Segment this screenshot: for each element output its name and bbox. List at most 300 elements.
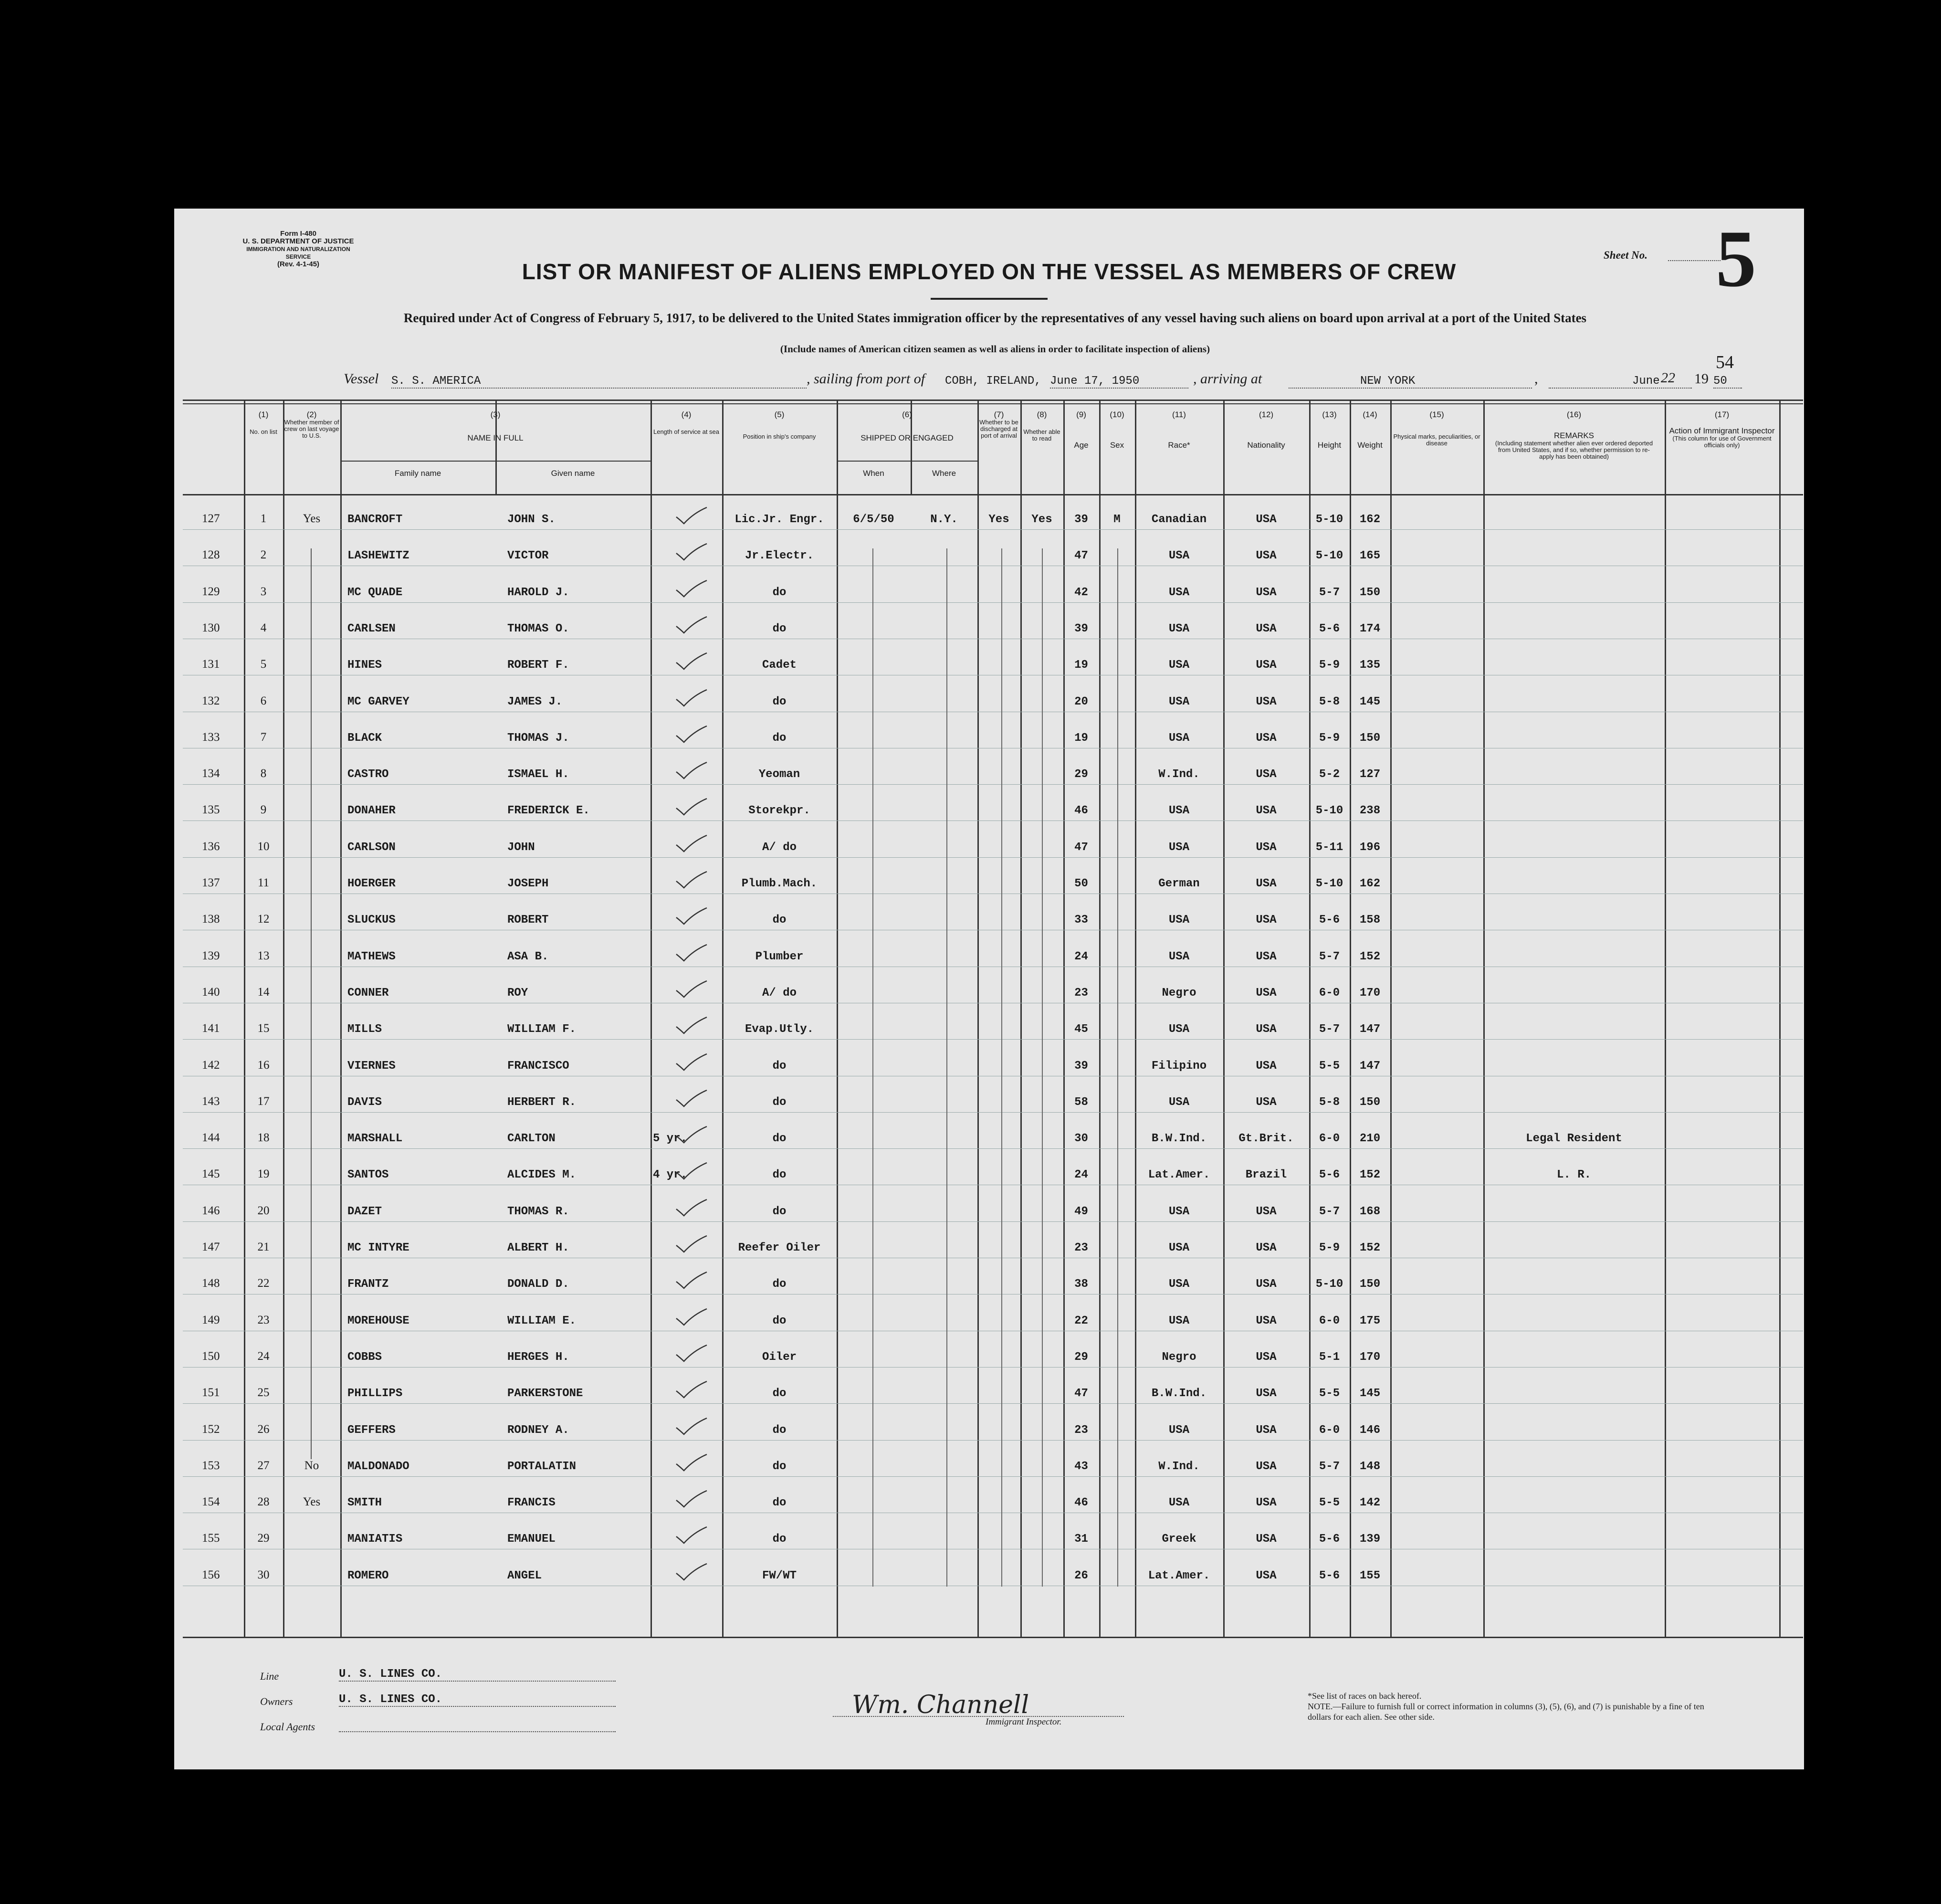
position: Cadet — [762, 659, 797, 672]
col4-header: Length of service at sea — [653, 428, 720, 435]
given-name: WILLIAM E. — [507, 1315, 577, 1327]
arrival-year-prefix: 19 — [1694, 371, 1709, 387]
arrival-year: 50 — [1713, 375, 1742, 389]
weight: 152 — [1359, 1241, 1381, 1254]
col11-header: Race* — [1168, 441, 1190, 450]
sequence-number: 133 — [202, 731, 220, 744]
remarks: L. R. — [1556, 1168, 1591, 1181]
race: USA — [1168, 804, 1190, 817]
weight: 147 — [1359, 1060, 1381, 1073]
ditto-line — [1001, 548, 1002, 1587]
nationality: USA — [1256, 914, 1277, 926]
line-value: U. S. LINES CO. — [339, 1668, 616, 1682]
row-number: 11 — [257, 876, 270, 889]
age: 58 — [1074, 1096, 1088, 1109]
given-name: JOSEPH — [507, 877, 549, 890]
family-name: MILLS — [347, 1023, 382, 1036]
col16-header: REMARKS — [1553, 431, 1595, 440]
row-number: 25 — [257, 1386, 270, 1399]
family-name: CARLSEN — [347, 622, 396, 635]
family-name: SLUCKUS — [347, 914, 396, 926]
family-name-header: Family name — [394, 469, 441, 478]
check-mark-icon — [674, 761, 708, 780]
table-top-rule — [183, 400, 1803, 401]
check-mark-icon — [674, 798, 708, 817]
position: do — [772, 1533, 787, 1546]
row-number: 14 — [257, 986, 270, 999]
position: Jr.Electr. — [745, 549, 814, 562]
race: German — [1158, 877, 1200, 890]
height: 5-7 — [1319, 1205, 1340, 1218]
age: 26 — [1074, 1569, 1088, 1582]
sequence-number: 134 — [202, 767, 220, 780]
family-name: PHILLIPS — [347, 1387, 403, 1400]
nationality: USA — [1256, 586, 1277, 599]
check-mark-icon — [674, 1308, 708, 1327]
form-dept: U. S. DEPARTMENT OF JUSTICE — [242, 237, 354, 245]
weight: 155 — [1359, 1569, 1381, 1582]
ditto-line — [1117, 548, 1118, 1587]
col3-header: NAME IN FULL — [467, 433, 524, 442]
weight: 175 — [1359, 1315, 1381, 1327]
age: 45 — [1074, 1023, 1088, 1036]
height: 5-6 — [1319, 1569, 1340, 1582]
arrival-port: NEW YORK — [1289, 375, 1532, 389]
given-name: HAROLD J. — [507, 586, 569, 599]
age: 22 — [1074, 1315, 1088, 1327]
age: 23 — [1074, 987, 1088, 999]
row-rule — [183, 602, 1803, 603]
nationality: USA — [1256, 877, 1277, 890]
height: 5-7 — [1319, 1460, 1340, 1473]
row-number: 8 — [260, 767, 267, 780]
check-mark-icon — [674, 980, 708, 999]
col10-header: Sex — [1110, 441, 1124, 450]
shipped-subheader-rule — [837, 461, 977, 462]
row-rule — [183, 1221, 1803, 1222]
weight: 148 — [1359, 1460, 1381, 1473]
check-mark-icon — [674, 1344, 708, 1363]
page-subtitle: Required under Act of Congress of February 5, 1917, to be delivered to the United States immigration officer by the representatives of any vessel having such aliens on board upon arrival at a port of the United States — [403, 311, 1587, 325]
sequence-number: 146 — [202, 1204, 220, 1217]
given-name: THOMAS J. — [507, 732, 569, 745]
row-number: 13 — [257, 949, 270, 962]
check-mark-icon — [674, 1235, 708, 1254]
position: do — [772, 1278, 787, 1291]
nationality: Gt.Brit. — [1238, 1132, 1294, 1145]
nationality: USA — [1256, 622, 1277, 635]
height: 5-7 — [1319, 1023, 1340, 1036]
col16-num: (16) — [1566, 410, 1582, 419]
col15-header: Physical marks, peculiarities, or disease — [1393, 433, 1480, 447]
given-name: THOMAS O. — [507, 622, 569, 635]
given-name: FREDERICK E. — [507, 804, 590, 817]
height: 6-0 — [1319, 987, 1340, 999]
ditto-line — [1042, 548, 1043, 1587]
weight: 162 — [1359, 877, 1381, 890]
last-voyage: Yes — [303, 1495, 321, 1508]
check-mark-icon — [674, 907, 708, 926]
position: do — [772, 1096, 787, 1109]
nationality: USA — [1256, 1569, 1277, 1582]
page-mark: 54 — [1716, 352, 1734, 372]
position: A/ do — [762, 987, 797, 999]
age: 23 — [1074, 1241, 1088, 1254]
discharged: Yes — [988, 513, 1009, 526]
position: Evap.Utly. — [745, 1023, 814, 1036]
nationality: USA — [1256, 732, 1277, 745]
nationality: USA — [1256, 1460, 1277, 1473]
remarks: Legal Resident — [1526, 1132, 1622, 1145]
sequence-number: 137 — [202, 876, 220, 889]
race: USA — [1168, 1496, 1190, 1509]
inspector-label: Immigrant Inspector. — [986, 1717, 1062, 1727]
given-name: PORTALATIN — [507, 1460, 577, 1473]
family-name: MANIATIS — [347, 1533, 403, 1546]
nationality: USA — [1256, 1387, 1277, 1400]
race: W.Ind. — [1158, 1460, 1200, 1473]
position: do — [772, 1387, 787, 1400]
col4-num: (4) — [681, 410, 692, 419]
age: 24 — [1074, 950, 1088, 963]
inspector-signature: Wm. Channell — [852, 1691, 1029, 1719]
family-name: MC GARVEY — [347, 695, 409, 708]
family-name: ROMERO — [347, 1569, 389, 1582]
row-number: 4 — [260, 621, 267, 634]
race: USA — [1168, 695, 1190, 708]
family-name: DAVIS — [347, 1096, 382, 1109]
sequence-number: 142 — [202, 1059, 220, 1072]
position: do — [772, 732, 787, 745]
nationality: USA — [1256, 950, 1277, 963]
row-number: 15 — [257, 1022, 270, 1035]
height: 5-6 — [1319, 622, 1340, 635]
age: 33 — [1074, 914, 1088, 926]
nationality: USA — [1256, 659, 1277, 672]
weight: 168 — [1359, 1205, 1381, 1218]
row-number: 29 — [257, 1532, 270, 1545]
row-rule — [183, 1403, 1803, 1404]
row-number: 30 — [257, 1568, 270, 1581]
height: 5-6 — [1319, 1168, 1340, 1181]
col17-header: Action of Immigrant Inspector — [1669, 426, 1775, 435]
sequence-number: 152 — [202, 1423, 220, 1436]
height: 5-11 — [1315, 841, 1343, 854]
age: 19 — [1074, 659, 1088, 672]
vessel-label: Vessel — [344, 371, 379, 387]
ditto-line — [311, 548, 312, 1459]
agents-value — [339, 1731, 616, 1732]
check-mark-icon — [674, 1380, 708, 1399]
check-mark-icon — [674, 1089, 708, 1108]
family-name: MARSHALL — [347, 1132, 403, 1145]
race: B.W.Ind. — [1151, 1387, 1207, 1400]
position: Lic.Jr. Engr. — [734, 513, 824, 526]
weight: 139 — [1359, 1533, 1381, 1546]
family-name: COBBS — [347, 1351, 382, 1364]
owners-label: Owners — [260, 1695, 293, 1707]
given-name: FRANCIS — [507, 1496, 556, 1509]
given-name: ROBERT — [507, 914, 549, 926]
form-service: IMMIGRATION AND NATURALIZATION SERVICE — [246, 246, 350, 260]
weight: 147 — [1359, 1023, 1381, 1036]
row-number: 22 — [257, 1277, 270, 1290]
weight: 162 — [1359, 513, 1381, 526]
row-number: 21 — [257, 1241, 270, 1253]
weight: 158 — [1359, 914, 1381, 926]
sailing-label: , sailing from port of — [807, 371, 925, 387]
height: 5-5 — [1319, 1060, 1340, 1073]
family-name: CARLSON — [347, 841, 396, 854]
given-name-header: Given name — [551, 469, 595, 478]
col12-header: Nationality — [1247, 441, 1285, 450]
height: 5-10 — [1315, 549, 1343, 562]
sequence-number: 139 — [202, 949, 220, 962]
row-number: 24 — [257, 1350, 270, 1363]
race: Lat.Amer. — [1148, 1168, 1210, 1181]
weight: 146 — [1359, 1424, 1381, 1437]
col7-header: Whether to be discharged at port of arrival — [979, 419, 1018, 439]
sequence-number: 141 — [202, 1022, 220, 1035]
col6-header: SHIPPED OR ENGAGED — [860, 433, 954, 442]
crew-table — [183, 400, 1803, 1638]
col9-header: Age — [1074, 441, 1089, 450]
sequence-number: 131 — [202, 658, 220, 671]
row-rule — [183, 529, 1803, 530]
line-label: Line — [260, 1670, 279, 1682]
check-mark-icon — [674, 506, 708, 526]
height: 5-7 — [1319, 586, 1340, 599]
family-name: MC INTYRE — [347, 1241, 409, 1254]
row-rule — [183, 1148, 1803, 1149]
races-note: *See list of races on back hereof. — [1308, 1691, 1422, 1701]
col14-num: (14) — [1363, 410, 1377, 419]
height: 5-9 — [1319, 1241, 1340, 1254]
race: USA — [1168, 914, 1190, 926]
age: 50 — [1074, 877, 1088, 890]
shipped-when: 6/5/50 — [853, 513, 894, 526]
col5-num: (5) — [774, 410, 785, 419]
weight: 127 — [1359, 768, 1381, 781]
col12-num: (12) — [1259, 410, 1274, 419]
position: do — [772, 1315, 787, 1327]
race: USA — [1168, 1023, 1190, 1036]
check-mark-icon — [674, 1199, 708, 1218]
position: Plumb.Mach. — [741, 877, 818, 890]
sheet-label: Sheet No. — [1604, 249, 1647, 261]
row-number: 20 — [257, 1204, 270, 1217]
arrival-day: 22 — [1661, 370, 1675, 386]
header-bottom-rule — [183, 494, 1803, 495]
nationality: USA — [1256, 841, 1277, 854]
age: 39 — [1074, 1060, 1088, 1073]
given-name: RODNEY A. — [507, 1424, 569, 1437]
check-mark-icon — [674, 1490, 708, 1509]
family-name: DONAHER — [347, 804, 396, 817]
check-mark-icon — [674, 616, 708, 635]
col16-subheader: (Including statement whether alien ever ordered deported from United States, and if so, whether permission to re-apply has been obtained) — [1495, 440, 1653, 460]
ditto-line — [946, 548, 947, 1587]
given-name: CARLTON — [507, 1132, 556, 1145]
position: do — [772, 1205, 787, 1218]
given-name: JOHN — [507, 841, 535, 854]
check-mark-icon — [674, 725, 708, 744]
weight: 145 — [1359, 695, 1381, 708]
comma: , — [1534, 371, 1538, 387]
given-name: FRANCISCO — [507, 1060, 569, 1073]
height: 6-0 — [1319, 1315, 1340, 1327]
last-voyage: Yes — [303, 512, 321, 525]
nationality: USA — [1256, 1278, 1277, 1291]
check-mark-icon — [674, 834, 708, 853]
row-rule — [183, 857, 1803, 858]
family-name: LASHEWITZ — [347, 549, 409, 562]
sex: M — [1113, 513, 1121, 526]
row-rule — [183, 1112, 1803, 1113]
race: Lat.Amer. — [1148, 1569, 1210, 1582]
col2-header: Whether member of crew on last voyage to U.S. — [284, 419, 339, 439]
sequence-number: 127 — [202, 512, 220, 525]
row-number: 23 — [257, 1314, 270, 1326]
race: Negro — [1162, 987, 1196, 999]
col13-header: Height — [1317, 441, 1342, 450]
row-number: 9 — [260, 803, 267, 816]
nationality: USA — [1256, 1315, 1277, 1327]
check-mark-icon — [674, 1271, 708, 1290]
arriving-label: , arriving at — [1193, 371, 1262, 387]
family-name: FRANTZ — [347, 1278, 389, 1291]
race: USA — [1168, 950, 1190, 963]
col5-header: Position in ship's company — [743, 433, 816, 440]
check-mark-icon — [674, 1417, 708, 1436]
family-name: MALDONADO — [347, 1460, 409, 1473]
nationality: USA — [1256, 1096, 1277, 1109]
sequence-number: 156 — [202, 1568, 220, 1581]
form-number: Form I-480 — [280, 230, 316, 238]
col13-num: (13) — [1322, 410, 1337, 419]
sequence-number: 132 — [202, 694, 220, 707]
age: 47 — [1074, 841, 1088, 854]
race: USA — [1168, 1241, 1190, 1254]
page-subtitle-note: (Include names of American citizen seamen as well as aliens in order to facilitate inspection of aliens) — [780, 343, 1210, 355]
col8-num: (8) — [1037, 410, 1047, 419]
given-name: ROY — [507, 987, 528, 999]
weight: 150 — [1359, 732, 1381, 745]
agents-label: Local Agents — [260, 1721, 315, 1733]
sequence-number: 135 — [202, 803, 220, 816]
row-number: 27 — [257, 1459, 270, 1472]
table-top-rule-2 — [183, 403, 1803, 404]
weight: 150 — [1359, 1278, 1381, 1291]
height: 5-8 — [1319, 1096, 1340, 1109]
where-header: Where — [932, 469, 956, 478]
nationality: USA — [1256, 1241, 1277, 1254]
family-name: BLACK — [347, 732, 382, 745]
position: do — [772, 586, 787, 599]
age: 43 — [1074, 1460, 1088, 1473]
height: 5-10 — [1315, 1278, 1343, 1291]
family-name: HINES — [347, 659, 382, 672]
row-number: 6 — [260, 694, 267, 707]
nationality: USA — [1256, 768, 1277, 781]
race: USA — [1168, 1424, 1190, 1437]
race: B.W.Ind. — [1151, 1132, 1207, 1145]
position: Plumber — [755, 950, 804, 963]
race: USA — [1168, 586, 1190, 599]
check-mark-icon — [674, 652, 708, 671]
row-rule — [183, 1476, 1803, 1477]
height: 5-10 — [1315, 877, 1343, 890]
weight: 152 — [1359, 950, 1381, 963]
position: do — [772, 1060, 787, 1073]
weight: 135 — [1359, 659, 1381, 672]
nationality: USA — [1256, 1496, 1277, 1509]
col6-num: (6) — [902, 410, 912, 419]
col1-header: No. on list — [250, 428, 277, 435]
height: 6-0 — [1319, 1424, 1340, 1437]
sequence-number: 140 — [202, 986, 220, 999]
sequence-number: 149 — [202, 1314, 220, 1326]
row-number: 1 — [260, 512, 267, 525]
sequence-number: 148 — [202, 1277, 220, 1290]
nationality: USA — [1256, 804, 1277, 817]
age: 38 — [1074, 1278, 1088, 1291]
row-rule — [183, 1367, 1803, 1368]
row-number: 17 — [257, 1095, 270, 1108]
given-name: DONALD D. — [507, 1278, 569, 1291]
row-rule — [183, 1440, 1803, 1441]
height: 5-9 — [1319, 659, 1340, 672]
height: 5-5 — [1319, 1387, 1340, 1400]
family-name: CONNER — [347, 987, 389, 999]
col17-subheader: (This column for use of Government officials only) — [1672, 435, 1772, 449]
family-name: MATHEWS — [347, 950, 396, 963]
given-name: HERBERT R. — [507, 1096, 577, 1109]
check-mark-icon — [674, 543, 708, 562]
weight: 145 — [1359, 1387, 1381, 1400]
height: 5-9 — [1319, 732, 1340, 745]
row-rule — [183, 784, 1803, 785]
position: FW/WT — [762, 1569, 797, 1582]
weight: 210 — [1359, 1132, 1381, 1145]
col8-header: Whether able to read — [1023, 428, 1060, 442]
given-name: ASA B. — [507, 950, 549, 963]
given-name: HERGES H. — [507, 1351, 569, 1364]
height: 5-1 — [1319, 1351, 1340, 1364]
race: USA — [1168, 841, 1190, 854]
sequence-number: 151 — [202, 1386, 220, 1399]
race: Canadian — [1151, 513, 1207, 526]
age: 47 — [1074, 549, 1088, 562]
height: 5-8 — [1319, 695, 1340, 708]
col10-num: (10) — [1110, 410, 1124, 419]
height: 5-6 — [1319, 914, 1340, 926]
age: 47 — [1074, 1387, 1088, 1400]
race: USA — [1168, 549, 1190, 562]
form-rev: (Rev. 4-1-45) — [277, 260, 320, 268]
shipped-where: N.Y. — [930, 513, 958, 526]
family-name: DAZET — [347, 1205, 382, 1218]
age: 39 — [1074, 622, 1088, 635]
check-mark-icon — [674, 579, 708, 599]
nationality: USA — [1256, 695, 1277, 708]
row-number: 19 — [257, 1168, 270, 1180]
race: Greek — [1162, 1533, 1196, 1546]
row-number: 26 — [257, 1423, 270, 1436]
when-header: When — [863, 469, 884, 478]
height: 5-6 — [1319, 1533, 1340, 1546]
manifest-sheet — [174, 209, 1804, 1769]
